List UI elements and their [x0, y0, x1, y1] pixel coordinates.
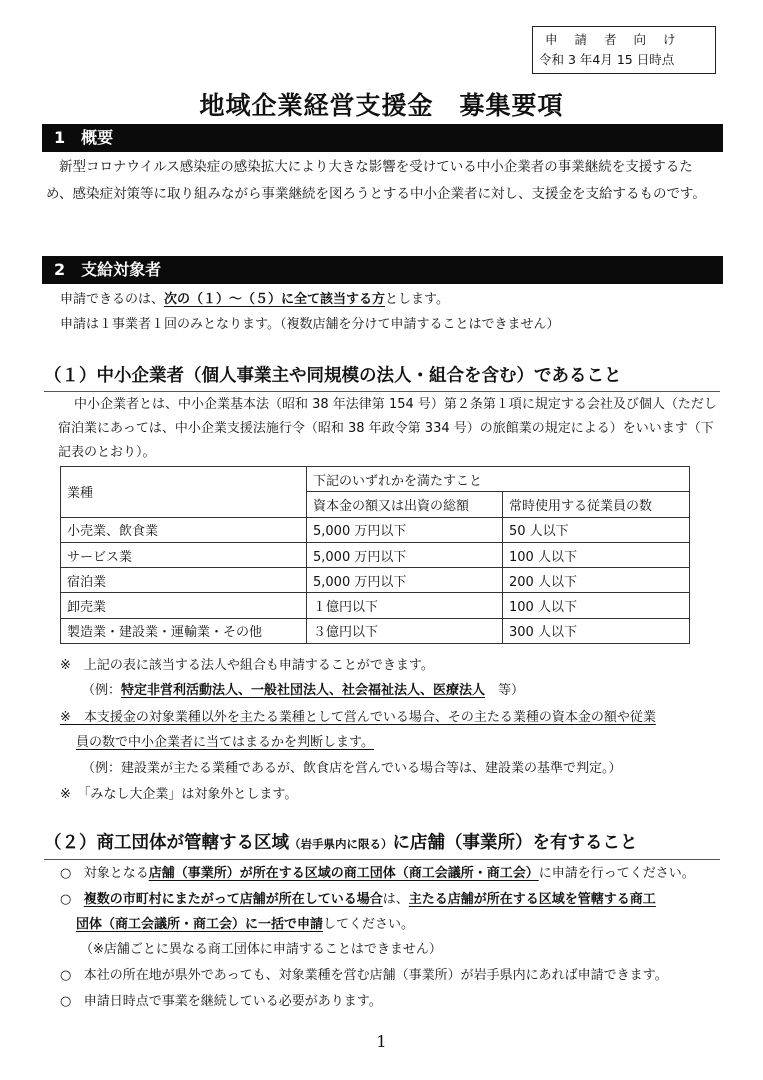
cell-employees: 100 人以下: [503, 593, 690, 618]
cell-industry: サービス業: [61, 542, 307, 567]
note-main-industry-line-1: [60, 706, 656, 730]
cell-industry: 卸売業: [61, 593, 307, 618]
table-row: [61, 517, 690, 542]
subsection-2-heading-b: に店舗（事業所）を有すること: [392, 833, 638, 853]
header-industry: 業種: [61, 467, 307, 518]
table-row: [61, 568, 690, 593]
cell-capital: 5,000 万円以下: [307, 542, 503, 567]
header-capital: 資本金の額又は出資の総額: [307, 492, 503, 517]
table-row: [61, 593, 690, 618]
subsection-1-heading: （１）中小企業者（個人事業主や同規模の法人・組合を含む）であること: [44, 361, 720, 392]
header-employees: 常時使用する従業員の数: [503, 492, 690, 517]
cell-capital: 5,000 万円以下: [307, 568, 503, 593]
bullet-multiple-municipalities: [60, 887, 656, 912]
bullet-text-pre: 対象となる: [83, 866, 149, 881]
eligibility-post: とします。: [385, 292, 449, 307]
example-open: （例：: [82, 683, 122, 698]
bullet-mark: ○: [60, 892, 72, 907]
note-eligible-corporations: ※ 上記の表に該当する法人や組合も申請することができます。: [60, 658, 434, 673]
once-per-business-line: 申請は１事業者１回のみとなります。（複数店舗を分けて申請することはできません）: [60, 317, 560, 332]
example-close: 等）: [485, 683, 525, 698]
bullet-out-of-prefecture-hq: [60, 963, 668, 988]
section-2-heading: 2 支給対象者: [42, 256, 723, 284]
section-1-heading: 1 概要: [42, 124, 723, 152]
note-main-industry-text-1: ※ 本支援金の対象業種以外を主たる業種として営んでいる場合、その主たる業種の資本金の額や従業: [60, 710, 656, 725]
cell-employees: 200 人以下: [503, 568, 690, 593]
bullet-multiple-municipalities-note: （※店舗ごとに異なる商工団体に申請することはできません）: [80, 942, 442, 957]
table-header-row: [61, 467, 690, 492]
bullet-mark: ○: [60, 866, 72, 881]
table-row: [61, 618, 690, 643]
document-title: 地域企業経営支援金 募集要項: [199, 91, 564, 120]
stamp-line-2: 令和 3 年4月 15 日時点: [539, 52, 675, 67]
cell-employees: 100 人以下: [503, 542, 690, 567]
cell-capital: １億円以下: [307, 593, 503, 618]
bullet-text-bold-2: 主たる店舗が所在する区域を管轄する商工: [408, 892, 656, 907]
subsection-1-body: 中小企業者とは、中小企業基本法（昭和 38 年法律第 154 号）第２条第１項に規定する会社及び個人（ただし宿泊業にあっては、中小企業支援法施行令（昭和 38 年政令第 334 号）の旅館業の規定による）をいいます（下記表のとおり）。: [58, 397, 717, 460]
eligibility-line: [60, 289, 449, 311]
stamp-line-1: 申請者向け: [545, 32, 693, 47]
note-main-industry-line-2: [76, 731, 374, 755]
note-corporation-examples: [82, 679, 524, 703]
cell-capital: 5,000 万円以下: [307, 517, 503, 542]
page-number: 1: [376, 1032, 387, 1051]
bullet-text-bold: 店舗（事業所）が所在する区域の商工団体（商工会議所・商工会）: [148, 866, 539, 881]
sme-criteria-table: [60, 466, 690, 644]
cell-employees: 300 人以下: [503, 618, 690, 643]
note-deemed-large-enterprise: ※ 「みなし大企業」は対象外とします。: [60, 787, 298, 802]
example-corporation-types: 特定非営利活動法人、一般社団法人、社会福祉法人、医療法人: [121, 683, 486, 698]
bullet-text-post: に申請を行ってください。: [538, 866, 695, 881]
eligibility-emphasis: 次の（１）～（５）に全て該当する方: [164, 292, 386, 307]
cell-capital: ３億円以下: [307, 618, 503, 643]
applicant-stamp-box: [532, 26, 716, 74]
bullet-text-mid: は、: [382, 892, 409, 907]
cell-industry: 小売業、飲食業: [61, 517, 307, 542]
note-main-industry-example: （例：建設業が主たる業種であるが、飲食店を営んでいる場合等は、建設業の基準で判定。）: [82, 761, 622, 776]
cell-industry: 宿泊業: [61, 568, 307, 593]
eligibility-pre: 申請できるのは、: [60, 292, 165, 307]
cell-industry: 製造業・建設業・運輸業・その他: [61, 618, 307, 643]
subsection-2-heading: [44, 828, 720, 860]
bullet-text: 本社の所在地が県外であっても、対象業種を営む店舗（事業所）が岩手県内にあれば申請できます。: [83, 968, 668, 983]
subsection-2-heading-a: （２）商工団体が管轄する区域: [44, 833, 289, 853]
bullet-mark: ○: [60, 994, 72, 1009]
header-criteria-group: 下記のいずれかを満たすこと: [307, 467, 690, 492]
bullet-text-post: してください。: [323, 917, 415, 932]
bullet-apply-to-local-body: [60, 861, 695, 886]
bullet-text-bold-3: 団体（商工会議所・商工会）に一括で申請: [76, 917, 324, 932]
subsection-2-heading-small: （岩手県内に限る）: [289, 837, 393, 851]
bullet-multiple-municipalities-cont: [76, 912, 414, 937]
table-row: [61, 542, 690, 567]
bullet-text-bold: 複数の市町村にまたがって店舗が所在している場合: [83, 892, 383, 907]
bullet-text: 申請日時点で事業を継続している必要があります。: [83, 994, 382, 1009]
section-1-body: 新型コロナウイルス感染症の感染拡大により大きな影響を受けている中小企業者の事業継続を支援するため、感染症対策等に取り組みながら事業継続を図ろうとする中小企業者に対し、支援金を支給するものです。: [46, 159, 706, 202]
note-main-industry-text-2: 員の数で中小企業者に当てはまるかを判断します。: [76, 735, 374, 750]
cell-employees: 50 人以下: [503, 517, 690, 542]
bullet-business-continuing: [60, 989, 382, 1014]
bullet-mark: ○: [60, 968, 72, 983]
